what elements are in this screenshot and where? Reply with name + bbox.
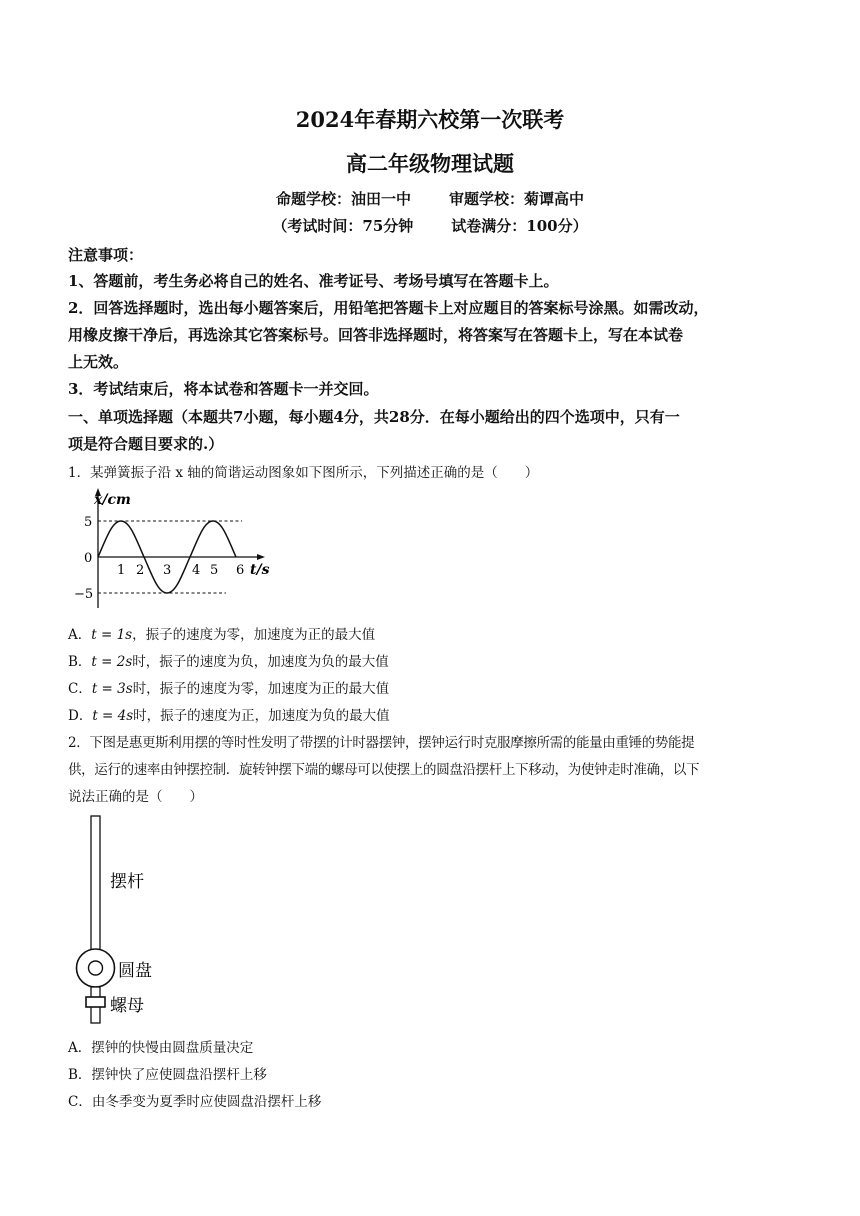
q2-option-a [68,1036,253,1056]
x-tick-6: 6 [236,563,245,578]
note-3: 3．考试结束后，将本试卷和答题卡一并交回。 [68,380,379,398]
option-text: 时，振子的速度为零，加速度为正的最大值 [132,681,390,697]
option-letter: A． [68,1040,92,1056]
x-tick-1: 1 [117,563,126,578]
q1-stem: 1．某弹簧振子沿 x 轴的简谐运动图象如下图所示，下列描述正确的是（ ） [68,465,539,481]
school-info [0,188,860,209]
nut-label: 螺母 [110,996,144,1016]
option-math: t = 2s [91,654,133,670]
x-tick-3: 3 [163,563,172,578]
q1-option-b [68,650,389,670]
section1-line-2: 项是符合题目要求的.） [68,435,224,453]
q1-option-a [68,623,375,643]
x-axis-label: t/s [250,562,270,578]
q1-option-d [68,704,390,724]
option-math: t = 1s [91,627,133,643]
option-text: ，振子的速度为零，加速度为正的最大值 [132,627,376,643]
x-tick-5: 5 [210,563,219,578]
pendulum-rod [91,816,100,954]
y-tick-neg5: −5 [74,587,94,602]
disc-label: 圆盘 [118,961,152,981]
reviewer-school: 审题学校：菊谭高中 [449,190,585,208]
note-2-line-3: 上无效。 [68,353,129,371]
option-math: t = 4s [92,708,134,724]
option-letter: C． [68,1094,92,1110]
note-2-line-1: 2．回答选择题时，选出每小题答案后，用铅笔把答题卡上对应题目的答案标号涂黑。如需改动， [68,299,709,317]
setter-school: 命题学校：油田一中 [275,190,411,208]
exam-title: 2024年春期六校第一次联考 [295,107,565,132]
q2-stem-line-2: 供，运行的速率由钟摆控制．旋转钟摆下端的螺母可以使摆上的圆盘沿摆杆上下移动，为使钟走时准确，以下 [68,762,700,778]
option-letter: B． [68,1067,92,1083]
exam-time: （考试时间：75分钟 [272,217,414,235]
q2-option-c [68,1090,321,1110]
pendulum-figure [70,814,180,1026]
option-letter: B． [68,654,92,670]
option-text: 由冬季变为夏季时应使圆盘沿摆杆上移 [91,1094,322,1110]
option-text: 时，振子的速度为正，加速度为负的最大值 [133,708,390,724]
y-tick-5: 5 [84,515,93,530]
pendulum-disc-hole [89,961,103,975]
option-text: 时，振子的速度为负，加速度为负的最大值 [132,654,389,670]
y-tick-0: 0 [84,551,93,566]
q2-stem-line-3: 说法正确的是（ ） [68,789,203,805]
q2-option-b [68,1063,267,1083]
x-tick-2: 2 [136,563,145,578]
q2-stem-line-1: 2．下图是惠更斯利用摆的等时性发明了带摆的计时器摆钟，摆钟运行时克服摩擦所需的能量由重锤的势能提 [68,735,695,751]
note-2-line-2: 用橡皮擦干净后，再选涂其它答案标号。回答非选择题时，将答案写在答题卡上，写在本试卷 [68,326,684,344]
x-tick-4: 4 [192,563,201,578]
option-text: 摆钟的快慢由圆盘质量决定 [91,1040,254,1056]
q1-shm-graph [74,484,284,616]
pendulum-nut [86,997,105,1007]
option-math: t = 3s [91,681,133,697]
notes-heading: 注意事项： [68,246,144,264]
exam-subtitle: 高二年级物理试题 [346,151,514,176]
graph-x-arrow [257,554,265,560]
option-letter: D． [68,708,93,724]
option-letter: A． [68,627,92,643]
option-letter: C． [68,681,92,697]
exam-meta [0,215,860,236]
q1-option-c [68,677,389,697]
note-1: 1、答题前，考生务必将自己的姓名、准考证号、考场号填写在答题卡上。 [68,272,559,290]
full-score: 试卷满分：100分） [451,217,588,235]
rod-label: 摆杆 [110,872,144,892]
option-text: 摆钟快了应使圆盘沿摆杆上移 [91,1067,267,1083]
section1-line-1: 一、单项选择题（本题共7小题，每小题4分，共28分．在每小题给出的四个选项中，只有一 [68,408,680,426]
y-axis-label: x/cm [94,492,131,508]
